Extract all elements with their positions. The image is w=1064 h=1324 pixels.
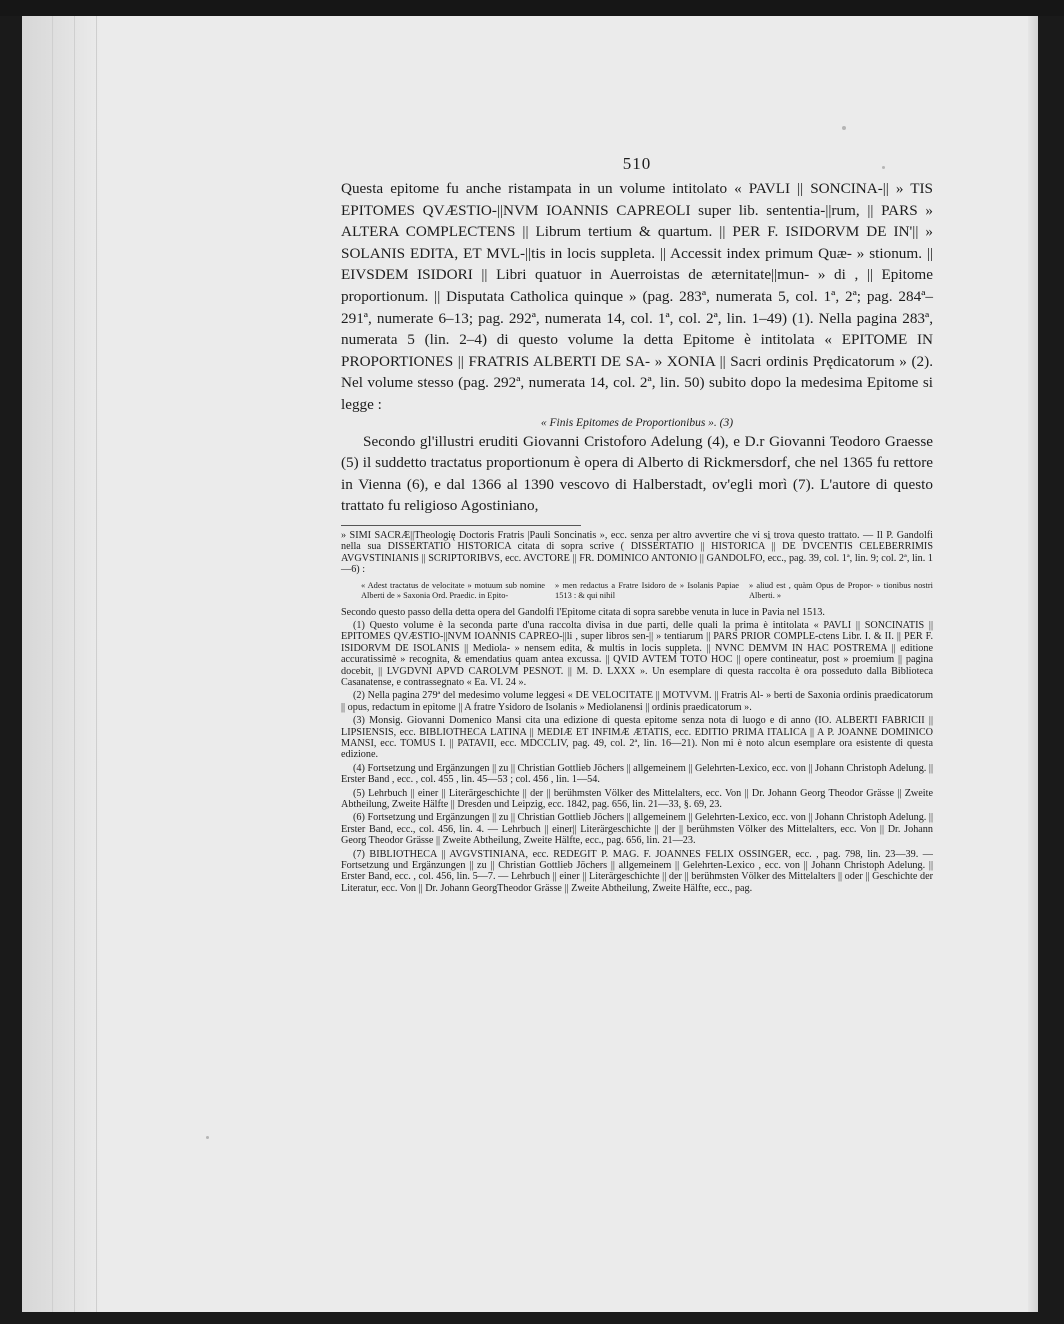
scan-border xyxy=(0,0,1064,16)
quoted-passage-columns xyxy=(341,581,933,601)
centered-quote: « Finis Epitomes de Proportionibus ». (3) xyxy=(540,416,734,429)
footnote-text: Secondo questo passo della detta opera del Gandolfi l'Epitome citata di sopra sarebbe venuta in luce in Pavia nel 1513. xyxy=(341,606,825,618)
footnote-6: (6) Fortsetzung und Ergänzungen || zu || Christian Gottlieb Jöchers || allgemeinem || Gelehrten-Lexico, ecc. von || Johann Christoph Adelung. || Erster Band, ecc., col. 456, lin. 4. — Lehrbuch || einer|| Literärgeschichte || der || berühmsten Völker des Mittelalters, ecc. Von || Dr. Johann Georg Theodor Grässe || Zweite Abtheilung, Zweite Hälfte, ecc., pag. 656, lin. 21—23. xyxy=(341,812,933,847)
footnote-5: (5) Lehrbuch || einer || Literärgeschichte || der || berühmsten Völker des Mittelalters, ecc. Von || Dr. Johann Georg Theodor Grässe || Zweite Abtheilung, Zweite Hälfte || Dresden und Leipzig, ecc. 1842, pag. 656, lin. 21—33, §. 69, 23. xyxy=(341,787,933,811)
paragraph: Questa epitome fu anche ristampata in un volume intitolato « PAVLI || SONCINA-|| » TIS EPITOMES QVÆSTIO-||NVM IOANNIS CAPREOLI super lib. sententia-||rum, || PARS » ALTERA COMPLECTENS || Librum tertium & quartum. || PER F. ISIDORVM DE IN'|| » SOLANIS EDITA, ET MVL-||tis in locis suppleta. || Accessit index primum Quæ- » stionum. || EIVSDEM ISIDORI || Libri quatuor in Auerroistas de æternitate||mun- » di , || Epitome proportionum. || Disputata Catholica quinque » (pag. 283ª, numerata 5, col. 1ª, 2ª; pag. 284ª–291ª, numerate 6–13; pag. 292ª, numerata 14, col. 1ª, col. 2ª, lin. 1–49) (1). Nella pagina 283ª, numerata 5 (lin. 2–4) di questo volume la detta Epitome è intitolata « EPITOME IN PROPORTIONES || FRATRIS ALBERTI DE SA- » XONIA || Sacri ordinis Prędicatorum » (2). Nel volume stesso (pag. 292ª, numerata 14, col. 2ª, lin. 50) subito dopo la medesima Epitome si legge : xyxy=(341,180,933,413)
page-content xyxy=(341,154,933,896)
paper-spot xyxy=(842,126,846,130)
quoted-column: « Adest tractatus de velocitate » motuum sub nomine Alberti de » Saxonia Ord. Praedic. in Epito- xyxy=(361,580,545,600)
leaf-edge-line xyxy=(52,16,53,1312)
paper-spot xyxy=(206,1136,209,1139)
leaf-edge-line xyxy=(74,16,75,1312)
footnote-separator xyxy=(341,525,581,526)
page-right-edge xyxy=(1028,16,1038,1312)
footnote-continuation: » SIMI SACRÆ||Theologię Doctoris Fratris |Pauli Soncinatis », ecc. senza per altro avvertire che vi si̱ trova questo trattato. — Il P. Gandolfi nella sua DISSERTATIO HISTORICA citata di sopra scrive ( DISSERTATIO || HISTORICA || DE DVCENTIS CELEBERRIMIS AVGVSTINIANIS || SCRIPTORIBVS, ecc. AVCTORE || FR. DOMINICO ANTONIO || GANDOLFO, ecc., pag. 39, col. 1ª, lin. 9; col. 2ª, lin. 1—6) : xyxy=(341,529,933,576)
paragraph: Secondo gl'illustri eruditi Giovanni Cristoforo Adelung (4), e D.r Giovanni Teodoro Graesse (5) il suddetto tractatus proportionum è opera di Alberto di Rickmersdorf, che nel 1365 fu rettore in Vienna (6), e dal 1366 al 1390 vescovo di Halberstadt, ov'egli morì (7). L'autore di questo trattato fu religioso Agostiniano, xyxy=(341,432,933,515)
quoted-column: » aliud est , quàm Opus de Propor- » tionibus nostri Alberti. » xyxy=(749,580,933,600)
leaf-edge-line xyxy=(96,16,97,1312)
page-number: 510 xyxy=(622,154,652,173)
quoted-column: » men redactus a Fratre Isidoro de » Isolanis Papiae 1513 : & qui nihil xyxy=(555,580,739,600)
footnote-4: (4) Fortsetzung und Ergänzungen || zu || Christian Gottlieb Jöchers || allgemeinem || Gelehrten-Lexico, ecc. von || Johann Christoph Adelung. || Erster Band , ecc. , col. 455 , lin. 45—53 ; col. 456 , lin. 1—54. xyxy=(341,762,933,786)
footnote-3: (3) Monsig. Giovanni Domenico Mansi cita una edizione di questa epitome senza nota di luogo e di anno (IO. ALBERTI FABRICII || LIPSIENSIS, ecc. BIBLIOTHECA LATINA || MEDIÆ ET INFIMÆ ÆTATIS, ecc. EDITIO PRIMA ITALICA || A P. JOANNE DOMINICO MANSI, ecc. TOMUS I. || PATAVII, ecc. MDCCLIV, pag. 49, col. 2ª, lin. 16—21). Non mi è noto alcun esemplare ora esistente di questa edizione. xyxy=(341,715,933,761)
page-gutter-shadow xyxy=(22,16,100,1312)
main-text xyxy=(341,178,933,517)
footnote-1: (1) Questo volume è la seconda parte d'una raccolta divisa in due parti, delle quali la prima è intitolata « PAVLI || SONCINATIS || EPITOMES QVÆSTIO-||NVM IOANNIS CAPREO-||li , super libros sen-|| » tentiarum || PARS PRIOR COMPLE-ctens Libr. I. & II. || PER F. ISIDORVM DE ISOLANIS || Mediola- » nensem edita, & multis in locis suppleta. || NVNC DEMVM IN HAC POSTREMA || editione accuratissimè » recognita, & emendatius quam antea excussa. || QVID AVTEM TOTO HOC || opere contineatur, post » proemium || pagina docebit, || LVGDVNI APVD CAROLVM PESNOT. || M. D. LXXX ». Un esemplare di questa raccolta è ora posseduto dalla Biblioteca Casanatense, e contrassegnato « Ea. VI. 24 ». xyxy=(341,619,933,688)
footnote-2: (2) Nella pagina 279ª del medesimo volume leggesi « DE VELOCITATE || MOTVVM. || Fratris Al- » berti de Saxonia ordinis praedicatorum || opus, redactum in epitome || A fratre Ysidoro de Isolanis » Mediolanensi || ordinis praedicatorum ». xyxy=(341,690,933,713)
footnotes xyxy=(341,530,933,894)
footnote-7: (7) BIBLIOTHECA || AVGVSTINIANA, ecc. REDEGIT P. MAG. F. JOANNES FELIX OSSINGER, ecc. , pag. 798, lin. 23—39. — Fortsetzung und Ergänzungen || zu || Christian Gottlieb Jöchers || allgemeinem || Gelehrten-Lexico , ecc. von || Johann Christoph Adelung. || Erster Band, ecc. , col. 456, lin. 5—7. — Lehrbuch || einer || Literärgeschichte || der || berühmsten Völker des Mittelalters || oder || Geschichte der Literatur, ecc. Von || Dr. Johann GeorgTheodor Grässe || Zweite Abtheilung, Zweite Hälfte, ecc., pag. xyxy=(341,848,933,894)
